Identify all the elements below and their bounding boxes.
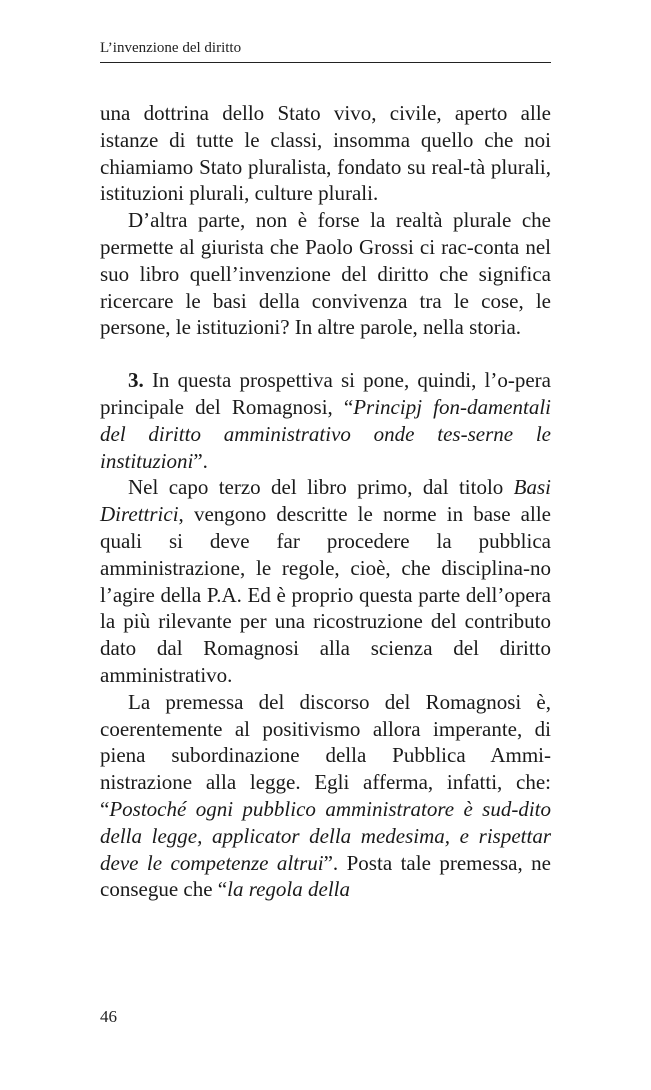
paragraph-5-text-middle: ”. Posta tale premessa, ne consegue che “ (100, 850, 552, 902)
paragraph-2: D’altra parte, non è forse la realtà plurale che permette al giurista che Paolo Grossi ci rac-conta nel suo libro quell’invenzione del diritto che significa ricercare le basi della convivenza tra le cose, le persone, le istituzioni? In altre parole, nella storia. (100, 208, 551, 340)
paragraph-4-italic-title: Basi Direttrici (100, 475, 551, 527)
paragraph-1: una dottrina dello Stato vivo, civile, aperto alle istanze di tutte le classi, insomma quello che noi chiamiamo Stato pluralista, fondato su real-tà plurali, istituzioni plurali, culture plurali. (100, 101, 551, 206)
paragraph-5 (100, 689, 551, 903)
body-text (100, 100, 551, 903)
paragraph-4-text-after: , vengono descritte le norme in base alle quali si deve far procedere la pubblica amministrazione, le regole, cioè, che disciplina-no l’agire della P.A. Ed è proprio questa parte dell’opera la più rilevante per una ricostruzione del contributo dato dal Romagnosi alla scienza del diritto amministrativo. (100, 502, 551, 687)
paragraph-5-italic-quote: Postoché ogni pubblico amministratore è sud-dito della legge, applicator della medesima, e rispettar deve le competenze altrui (100, 796, 551, 875)
running-head: L’invenzione del diritto (100, 38, 551, 63)
book-page (100, 0, 551, 1090)
section-number: 3. (128, 368, 144, 393)
paragraph-3-text-after: ”. (193, 448, 208, 473)
paragraph-3 (100, 367, 551, 474)
paragraph-3-italic-title: Principj fon-damentali del diritto amministrativo onde tes-serne le instituzioni (100, 394, 551, 473)
paragraph-5-text-before: La premessa del discorso del Romagnosi è, coerentemente al positivismo allora imperante, di piena subordinazione della Pubblica Ammi-nistrazione alla legge. Egli afferma, infatti, che: “ (100, 689, 551, 821)
paragraph-5-italic-quote-2: la regola della (227, 877, 350, 902)
paragraph-4-text-before: Nel capo terzo del libro primo, dal titolo (128, 475, 514, 500)
page-number: 46 (100, 1007, 117, 1026)
paragraph-3-text-before: In questa prospettiva si pone, quindi, l’o-pera principale del Romagnosi, “ (100, 368, 551, 419)
section-gap (100, 341, 551, 367)
paragraph-4 (100, 474, 551, 688)
